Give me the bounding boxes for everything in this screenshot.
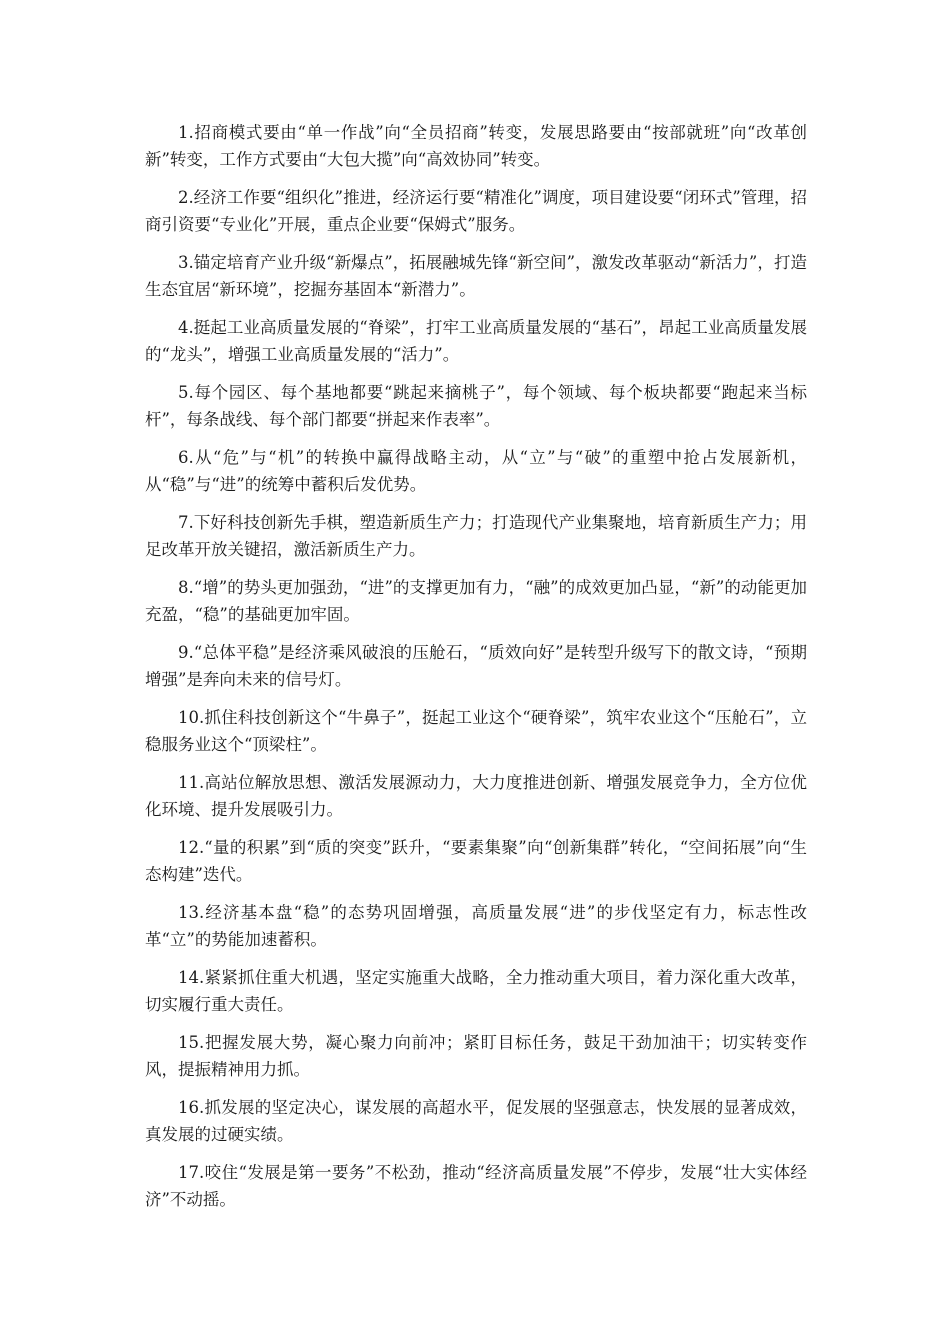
paragraph-1: 1.招商模式要由“单一作战”向“全员招商”转变，发展思路要由“按部就班”向“改革创新”转变，工作方式要由“大包大揽”向“高效协同”转变。 xyxy=(145,123,807,169)
paragraph-10: 10.抓住科技创新这个“牛鼻子”，挺起工业这个“硬脊梁”，筑牢农业这个“压舱石”，立稳服务业这个“顶梁柱”。 xyxy=(145,708,807,754)
paragraph-11: 11.高站位解放思想、激活发展源动力，大力度推进创新、增强发展竞争力，全方位优化环境、提升发展吸引力。 xyxy=(145,773,807,819)
paragraph-3: 3.锚定培育产业升级“新爆点”，拓展融城先锋“新空间”，激发改革驱动“新活力”，打造生态宜居“新环境”，挖掘夯基固本“新潜力”。 xyxy=(145,253,807,299)
paragraph-9: 9.“总体平稳”是经济乘风破浪的压舱石，“质效向好”是转型升级写下的散文诗，“预期增强”是奔向未来的信号灯。 xyxy=(145,643,807,689)
paragraph-12: 12.“量的积累”到“质的突变”跃升，“要素集聚”向“创新集群”转化，“空间拓展”向“生态构建”迭代。 xyxy=(145,838,807,884)
paragraph-4: 4.挺起工业高质量发展的“脊梁”，打牢工业高质量发展的“基石”，昂起工业高质量发展的“龙头”，增强工业高质量发展的“活力”。 xyxy=(145,318,807,364)
paragraph-15: 15.把握发展大势，凝心聚力向前冲；紧盯目标任务，鼓足干劲加油干；切实转变作风，提振精神用力抓。 xyxy=(145,1033,807,1079)
paragraph-7: 7.下好科技创新先手棋，塑造新质生产力；打造现代产业集聚地，培育新质生产力；用足改革开放关键招，激活新质生产力。 xyxy=(145,513,807,559)
paragraph-16: 16.抓发展的坚定决心，谋发展的高超水平，促发展的坚强意志，快发展的显著成效，真发展的过硬实绩。 xyxy=(145,1098,807,1144)
paragraph-6: 6.从“危”与“机”的转换中赢得战略主动，从“立”与“破”的重塑中抢占发展新机，从“稳”与“进”的统筹中蓄积后发优势。 xyxy=(145,448,807,494)
paragraph-8: 8.“增”的势头更加强劲，“进”的支撑更加有力，“融”的成效更加凸显，“新”的动能更加充盈，“稳”的基础更加牢固。 xyxy=(145,578,807,624)
paragraph-5: 5.每个园区、每个基地都要“跳起来摘桃子”，每个领域、每个板块都要“跑起来当标杆”，每条战线、每个部门都要“拼起来作表率”。 xyxy=(145,383,807,429)
document-body xyxy=(145,119,807,1224)
paragraph-13: 13.经济基本盘“稳”的态势巩固增强，高质量发展“进”的步伐坚定有力，标志性改革“立”的势能加速蓄积。 xyxy=(145,903,807,949)
paragraph-2: 2.经济工作要“组织化”推进，经济运行要“精准化”调度，项目建设要“闭环式”管理，招商引资要“专业化”开展，重点企业要“保姆式”服务。 xyxy=(145,188,807,234)
paragraph-14: 14.紧紧抓住重大机遇，坚定实施重大战略，全力推动重大项目，着力深化重大改革，切实履行重大责任。 xyxy=(145,968,807,1014)
paragraph-17: 17.咬住“发展是第一要务”不松劲，推动“经济高质量发展”不停步，发展“壮大实体经济”不动摇。 xyxy=(145,1163,807,1209)
